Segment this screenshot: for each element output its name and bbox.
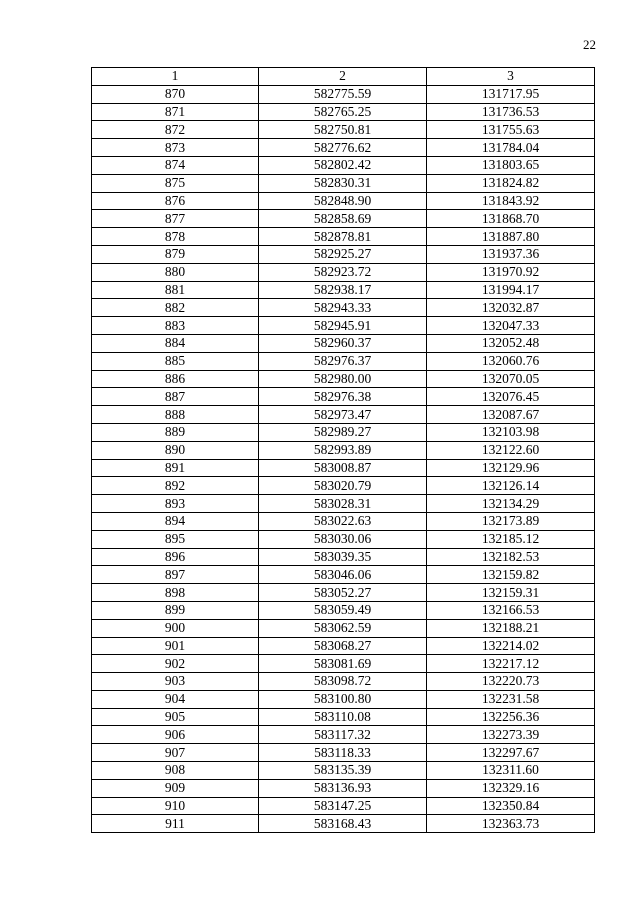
cell-x-coordinate: 582976.38	[259, 388, 427, 406]
table-row	[92, 423, 595, 441]
cell-y-coordinate: 132350.84	[427, 797, 595, 815]
table-row	[92, 317, 595, 335]
table-row	[92, 139, 595, 157]
cell-x-coordinate: 583168.43	[259, 815, 427, 833]
cell-y-coordinate: 132188.21	[427, 619, 595, 637]
cell-x-coordinate: 582878.81	[259, 228, 427, 246]
cell-y-coordinate: 132220.73	[427, 673, 595, 691]
cell-y-coordinate: 131803.65	[427, 156, 595, 174]
cell-x-coordinate: 582925.27	[259, 245, 427, 263]
cell-point-number: 894	[92, 512, 259, 530]
cell-x-coordinate: 583100.80	[259, 690, 427, 708]
cell-point-number: 908	[92, 762, 259, 780]
table-row	[92, 512, 595, 530]
table-row	[92, 601, 595, 619]
table-body	[92, 85, 595, 832]
cell-x-coordinate: 582973.47	[259, 406, 427, 424]
cell-point-number: 910	[92, 797, 259, 815]
cell-x-coordinate: 583081.69	[259, 655, 427, 673]
table-row	[92, 495, 595, 513]
cell-x-coordinate: 583059.49	[259, 601, 427, 619]
cell-point-number: 871	[92, 103, 259, 121]
table-row	[92, 566, 595, 584]
cell-point-number: 881	[92, 281, 259, 299]
cell-x-coordinate: 582943.33	[259, 299, 427, 317]
cell-x-coordinate: 583117.32	[259, 726, 427, 744]
cell-point-number: 879	[92, 245, 259, 263]
cell-y-coordinate: 132129.96	[427, 459, 595, 477]
cell-x-coordinate: 583052.27	[259, 584, 427, 602]
cell-point-number: 890	[92, 441, 259, 459]
cell-y-coordinate: 132070.05	[427, 370, 595, 388]
cell-x-coordinate: 582776.62	[259, 139, 427, 157]
cell-y-coordinate: 132231.58	[427, 690, 595, 708]
cell-y-coordinate: 132185.12	[427, 530, 595, 548]
cell-point-number: 898	[92, 584, 259, 602]
cell-x-coordinate: 582830.31	[259, 174, 427, 192]
cell-y-coordinate: 132052.48	[427, 334, 595, 352]
table-row	[92, 762, 595, 780]
table-row	[92, 530, 595, 548]
cell-y-coordinate: 132311.60	[427, 762, 595, 780]
cell-x-coordinate: 582802.42	[259, 156, 427, 174]
cell-y-coordinate: 131937.36	[427, 245, 595, 263]
cell-y-coordinate: 131843.92	[427, 192, 595, 210]
cell-y-coordinate: 131755.63	[427, 121, 595, 139]
cell-point-number: 907	[92, 744, 259, 762]
cell-y-coordinate: 132087.67	[427, 406, 595, 424]
cell-x-coordinate: 583135.39	[259, 762, 427, 780]
table-row	[92, 708, 595, 726]
table-row	[92, 815, 595, 833]
cell-y-coordinate: 131994.17	[427, 281, 595, 299]
table-row	[92, 370, 595, 388]
cell-x-coordinate: 583046.06	[259, 566, 427, 584]
cell-point-number: 883	[92, 317, 259, 335]
cell-x-coordinate: 583110.08	[259, 708, 427, 726]
cell-y-coordinate: 132214.02	[427, 637, 595, 655]
cell-x-coordinate: 583020.79	[259, 477, 427, 495]
cell-y-coordinate: 132076.45	[427, 388, 595, 406]
cell-x-coordinate: 582775.59	[259, 85, 427, 103]
table-row	[92, 637, 595, 655]
cell-point-number: 889	[92, 423, 259, 441]
table-row	[92, 210, 595, 228]
cell-x-coordinate: 583030.06	[259, 530, 427, 548]
table-row	[92, 779, 595, 797]
cell-y-coordinate: 131970.92	[427, 263, 595, 281]
table-row	[92, 228, 595, 246]
table-row	[92, 352, 595, 370]
coordinates-table	[91, 67, 595, 833]
cell-x-coordinate: 583118.33	[259, 744, 427, 762]
cell-x-coordinate: 583136.93	[259, 779, 427, 797]
table-row	[92, 85, 595, 103]
table-row	[92, 281, 595, 299]
cell-point-number: 903	[92, 673, 259, 691]
cell-point-number: 882	[92, 299, 259, 317]
cell-y-coordinate: 132217.12	[427, 655, 595, 673]
cell-y-coordinate: 132047.33	[427, 317, 595, 335]
table-row	[92, 619, 595, 637]
table-row	[92, 334, 595, 352]
cell-point-number: 911	[92, 815, 259, 833]
table-row	[92, 441, 595, 459]
cell-point-number: 899	[92, 601, 259, 619]
cell-x-coordinate: 583039.35	[259, 548, 427, 566]
table-header	[92, 68, 595, 86]
table-row	[92, 245, 595, 263]
table-row	[92, 797, 595, 815]
cell-y-coordinate: 132273.39	[427, 726, 595, 744]
cell-x-coordinate: 582750.81	[259, 121, 427, 139]
cell-point-number: 888	[92, 406, 259, 424]
cell-point-number: 877	[92, 210, 259, 228]
cell-point-number: 904	[92, 690, 259, 708]
cell-point-number: 880	[92, 263, 259, 281]
table-row	[92, 174, 595, 192]
table-row	[92, 744, 595, 762]
cell-point-number: 905	[92, 708, 259, 726]
table-row	[92, 388, 595, 406]
cell-y-coordinate: 131868.70	[427, 210, 595, 228]
cell-y-coordinate: 132329.16	[427, 779, 595, 797]
table-row	[92, 406, 595, 424]
cell-point-number: 891	[92, 459, 259, 477]
table-row	[92, 655, 595, 673]
cell-x-coordinate: 583022.63	[259, 512, 427, 530]
cell-x-coordinate: 582993.89	[259, 441, 427, 459]
cell-y-coordinate: 132182.53	[427, 548, 595, 566]
cell-point-number: 893	[92, 495, 259, 513]
header-row	[92, 68, 595, 86]
cell-y-coordinate: 132126.14	[427, 477, 595, 495]
table-row	[92, 263, 595, 281]
cell-point-number: 887	[92, 388, 259, 406]
cell-point-number: 901	[92, 637, 259, 655]
cell-point-number: 902	[92, 655, 259, 673]
cell-y-coordinate: 132256.36	[427, 708, 595, 726]
table-row	[92, 673, 595, 691]
cell-x-coordinate: 582945.91	[259, 317, 427, 335]
table-row	[92, 584, 595, 602]
cell-x-coordinate: 582938.17	[259, 281, 427, 299]
cell-y-coordinate: 131824.82	[427, 174, 595, 192]
cell-y-coordinate: 132103.98	[427, 423, 595, 441]
cell-point-number: 896	[92, 548, 259, 566]
cell-point-number: 892	[92, 477, 259, 495]
cell-x-coordinate: 582765.25	[259, 103, 427, 121]
cell-x-coordinate: 583062.59	[259, 619, 427, 637]
cell-y-coordinate: 132122.60	[427, 441, 595, 459]
table-row	[92, 299, 595, 317]
table-row	[92, 548, 595, 566]
table-row	[92, 477, 595, 495]
cell-x-coordinate: 582989.27	[259, 423, 427, 441]
cell-x-coordinate: 583008.87	[259, 459, 427, 477]
cell-x-coordinate: 583147.25	[259, 797, 427, 815]
cell-point-number: 906	[92, 726, 259, 744]
cell-point-number: 897	[92, 566, 259, 584]
table-row	[92, 459, 595, 477]
cell-y-coordinate: 132363.73	[427, 815, 595, 833]
cell-point-number: 878	[92, 228, 259, 246]
cell-x-coordinate: 583068.27	[259, 637, 427, 655]
column-header-point-number: 1	[92, 68, 259, 86]
cell-x-coordinate: 582848.90	[259, 192, 427, 210]
cell-y-coordinate: 132159.82	[427, 566, 595, 584]
cell-y-coordinate: 132173.89	[427, 512, 595, 530]
cell-point-number: 873	[92, 139, 259, 157]
cell-point-number: 884	[92, 334, 259, 352]
cell-y-coordinate: 132134.29	[427, 495, 595, 513]
table-row	[92, 726, 595, 744]
table-row	[92, 192, 595, 210]
cell-point-number: 870	[92, 85, 259, 103]
table-row	[92, 690, 595, 708]
cell-x-coordinate: 583098.72	[259, 673, 427, 691]
column-header-x: 2	[259, 68, 427, 86]
cell-x-coordinate: 582960.37	[259, 334, 427, 352]
cell-y-coordinate: 131717.95	[427, 85, 595, 103]
cell-x-coordinate: 582976.37	[259, 352, 427, 370]
cell-point-number: 895	[92, 530, 259, 548]
cell-y-coordinate: 132166.53	[427, 601, 595, 619]
cell-point-number: 885	[92, 352, 259, 370]
table-row	[92, 121, 595, 139]
cell-y-coordinate: 132060.76	[427, 352, 595, 370]
cell-x-coordinate: 582980.00	[259, 370, 427, 388]
cell-y-coordinate: 131784.04	[427, 139, 595, 157]
cell-y-coordinate: 131887.80	[427, 228, 595, 246]
cell-point-number: 900	[92, 619, 259, 637]
cell-point-number: 875	[92, 174, 259, 192]
cell-point-number: 886	[92, 370, 259, 388]
page-number: 22	[583, 37, 596, 52]
cell-point-number: 874	[92, 156, 259, 174]
table-row	[92, 103, 595, 121]
cell-y-coordinate: 132297.67	[427, 744, 595, 762]
cell-point-number: 909	[92, 779, 259, 797]
cell-point-number: 872	[92, 121, 259, 139]
table-row	[92, 156, 595, 174]
cell-y-coordinate: 131736.53	[427, 103, 595, 121]
cell-point-number: 876	[92, 192, 259, 210]
cell-y-coordinate: 132032.87	[427, 299, 595, 317]
column-header-y: 3	[427, 68, 595, 86]
cell-x-coordinate: 582923.72	[259, 263, 427, 281]
cell-x-coordinate: 583028.31	[259, 495, 427, 513]
cell-x-coordinate: 582858.69	[259, 210, 427, 228]
cell-y-coordinate: 132159.31	[427, 584, 595, 602]
